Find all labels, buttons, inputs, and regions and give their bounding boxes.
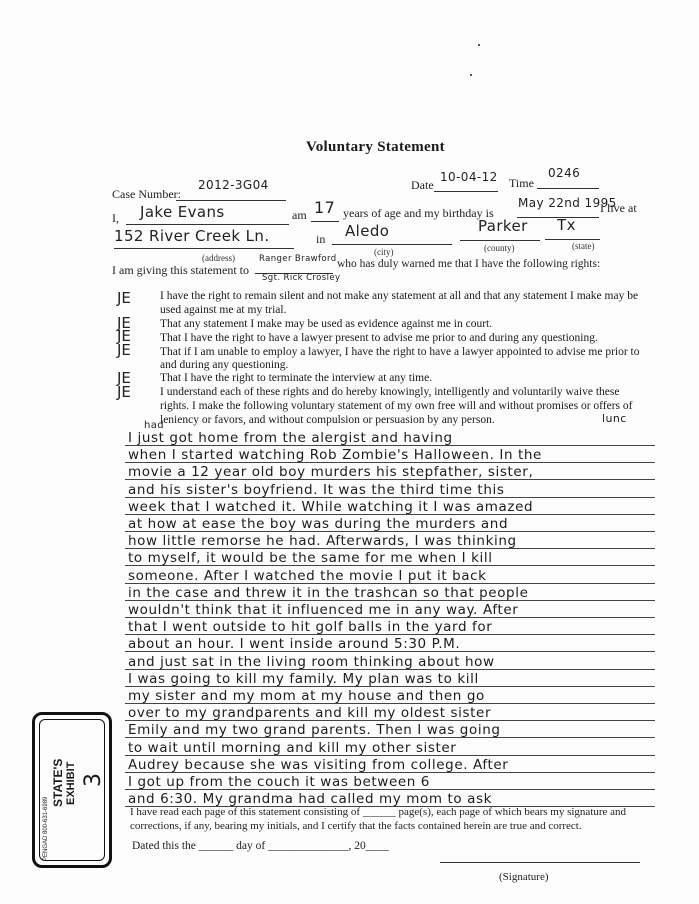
exhibit-stamp: [32, 712, 112, 868]
statement-line: week that I watched it. While watching it I was amazed: [128, 498, 534, 515]
case-number-label: Case Number:: [112, 187, 181, 201]
city-underline: [332, 244, 452, 245]
right-5: That I have the right to terminate the interview at any time.: [160, 372, 433, 384]
state-caption: (state): [572, 241, 595, 251]
warned-label: who has duly warned me that I have the following rights:: [337, 258, 601, 270]
statement-line: how little remorse he had. Afterwards, I was thinking: [128, 533, 517, 550]
stamp-number: 3: [81, 773, 106, 787]
county-caption: (county): [484, 243, 515, 253]
age-underline: [311, 221, 339, 222]
statement-line: Emily and my two grand parents. Then I was going: [128, 722, 501, 739]
stamp-vendor: PENGAD 800-631-6989: [43, 796, 49, 861]
time-label: Time: [509, 176, 534, 190]
initials-2: JE: [117, 314, 131, 332]
name-prefix: I,: [112, 211, 119, 225]
address-underline: [114, 248, 294, 249]
right-6c: leniency or favors, and without compulsion or persuasion by any person.: [160, 414, 495, 426]
signature-caption: (Signature): [499, 871, 549, 883]
age-suffix: years of age and my birthday is: [343, 206, 494, 220]
statement-line: someone. After I watched the movie I put it back: [128, 567, 487, 584]
time-value: 0246: [548, 166, 581, 180]
in-label: in: [316, 232, 326, 246]
statement-line: Audrey because she was visiting from college. After: [128, 756, 509, 773]
age-value: 17: [314, 198, 336, 217]
address-value: 152 River Creek Ln.: [114, 227, 270, 245]
insert-lunch: lunc: [602, 412, 627, 425]
statement-line: and his sister's boyfriend. It was the third time this: [128, 481, 505, 498]
statement-line: when I started watching Rob Zombie's Halloween. In the: [128, 447, 542, 464]
officer2-value: Sgt. Rick Crosley: [262, 273, 341, 283]
birthday-value: May 22nd 1995: [518, 196, 617, 210]
page-title: Voluntary Statement: [306, 139, 445, 155]
statement-line: and just sat in the living room thinking about how: [128, 653, 495, 670]
footer-dated: Dated this the ______ day of ______________, 20____: [132, 840, 389, 852]
date-underline: [434, 191, 498, 192]
right-1: I have the right to remain silent and not make any statement at all and that any statement I make may be: [160, 290, 639, 302]
statement-line: about an hour. I went inside around 5:30 P.M.: [128, 636, 461, 653]
city-caption: (city): [374, 247, 394, 257]
speck: [478, 44, 480, 46]
state-value: Tx: [557, 216, 576, 234]
statement-line: my sister and my mom at my house and then go: [128, 688, 485, 704]
footer-line1: I have read each page of this statement consisting of ______ page(s), each page of which bears my signature and: [130, 806, 627, 818]
initials-3: JE: [117, 327, 131, 345]
case-number-value: 2012-3G04: [198, 178, 269, 192]
footer-line2: corrections, if any, bearing my initials, and I certify that the facts contained herein are true and correct.: [130, 820, 582, 832]
case-number-underline: [176, 200, 286, 201]
statement-line: movie a 12 year old boy murders his stepfather, sister,: [128, 464, 534, 481]
right-6: I understand each of these rights and do hereby knowingly, intelligently and voluntarily waive these: [160, 386, 620, 398]
initials-5: JE: [117, 369, 131, 387]
initials-6: JE: [117, 383, 131, 401]
initials-1: JE: [117, 289, 131, 307]
date-label: Date: [411, 178, 434, 192]
county-value: Parker: [478, 217, 528, 235]
speck: [470, 74, 472, 76]
county-underline: [460, 240, 540, 241]
statement-line: I just got home from the alergist and having: [128, 430, 453, 446]
stamp-label2: EXHIBIT: [65, 761, 77, 805]
statement-line: to wait until morning and kill my other sister: [128, 739, 457, 756]
statement-line: to myself, it would be the same for me when I kill: [128, 550, 493, 567]
statement-line: I was going to kill my family. My plan was to kill: [128, 670, 479, 687]
name-underline: [126, 224, 289, 225]
right-4b: and during any questioning.: [160, 359, 289, 371]
right-2: That any statement I make may be used as evidence against me in court.: [160, 318, 493, 330]
state-underline: [545, 239, 600, 240]
right-3: That I have the right to have a lawyer present to advise me prior to and during any questioning.: [160, 332, 598, 344]
city-value: Aledo: [345, 222, 390, 240]
right-4: That if I am unable to employ a lawyer, I have the right to have a lawyer appointed to advise me prior to: [160, 346, 640, 358]
statement-line: that I went outside to hit golf balls in the yard for: [128, 619, 493, 636]
name-value: Jake Evans: [140, 203, 225, 221]
date-value: 10-04-12: [440, 170, 498, 184]
address-caption: (address): [202, 253, 235, 263]
insert-had: had: [144, 420, 165, 431]
am-label: am: [292, 208, 307, 222]
statement-line: and 6:30. My grandma had called my mom to ask: [128, 791, 493, 808]
giving-label: I am giving this statement to: [112, 263, 249, 277]
officer1-value: Ranger Brawford: [259, 254, 337, 264]
statement-line: at how at ease the boy was during the murders and: [128, 516, 509, 532]
right-1b: used against me at my trial.: [160, 304, 287, 316]
right-6b: rights. I make the following voluntary statement of my own free will and without promises or offers of: [160, 400, 633, 412]
live-label: I live at: [600, 201, 637, 215]
statement-line: I got up from the couch it was between 6: [128, 774, 430, 790]
statement-line: wouldn't think that it influenced me in any way. After: [128, 602, 519, 618]
stamp-label1: STATE'S: [51, 758, 65, 807]
initials-4: JE: [117, 341, 131, 359]
statement-line: over to my grandparents and kill my oldest sister: [128, 705, 492, 722]
time-underline: [537, 188, 599, 189]
signature-line: [440, 862, 640, 863]
statement-line: in the case and threw it in the trashcan so that people: [128, 584, 529, 601]
